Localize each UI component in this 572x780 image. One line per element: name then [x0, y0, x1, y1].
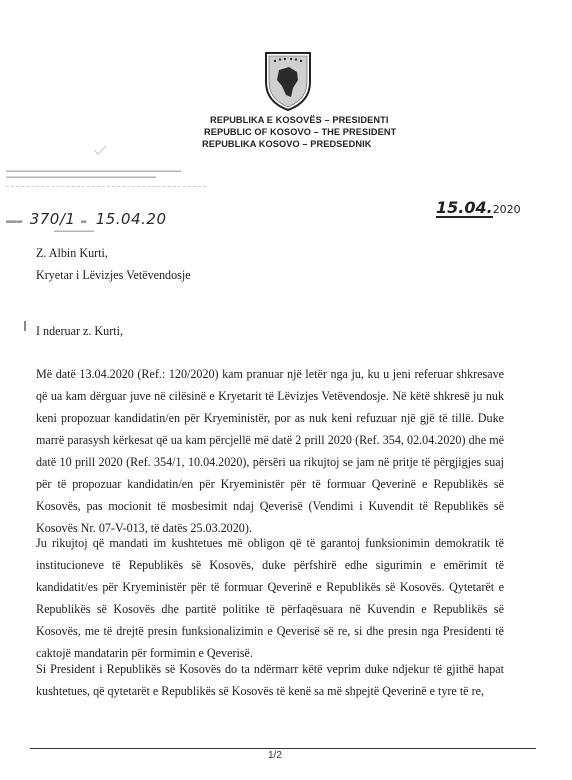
stamp-number: 370/1	[29, 210, 76, 228]
letterhead	[200, 114, 400, 150]
letterhead-english: REPUBLIC OF KOSOVO – THE PRESIDENT	[204, 127, 397, 137]
paragraph-1: Më datë 13.04.2020 (Ref.: 120/2020) kam pranuar një letër nga ju, ku u jeni referuar shkresave që ua kam dërguar juve në cilësinë e Kryetarit të Lëvizjes Vetëvendosje. Në këtë shkresë ju nuk keni propozuar kandidatin/en për Kryeministër, por as nuk keni refuzuar një gjë të tillë. Duke marrë parasysh kërkesat që ua kam përcjellë më datë 2 prill 2020 (Ref. 354, 02.04.2020) dhe më datë 10 prill 2020 (Ref. 354/1, 10.04.2020), përsëri ua rikujtoj se jam në pritje të përgjigjes suaj për të propozuar kandidatin/en për Kryeministër për të formuar Qeverinë e Republikës së Kosovës, pas mocionit të mosbesimit ndaj Qeverisë (Vendimi i Kuvendit të Republikës së Kosovës Nr. 07-V-013, të datës 25.03.2020).	[36, 367, 504, 535]
paragraph-3: Si President i Republikës së Kosovës do ta ndërmarr këtë veprim duke ndjekur të gjithë hapat kushtetues, që qytetarët e Republikës së Kosovës të kenë sa më shpejtë Qeverinë e tyre të re,	[36, 662, 504, 698]
paragraph-2: Ju rikujtoj që mandati im kushtetues më obligon që të garantoj funksionimin demokratik të institucioneve të Republikës së Kosovës, duke përfshirë edhe sigurimin e emërimit të kandidatit/es për Kryeministër për të formuar Qeverinë e Republikës së Kosovës. Qytetarët e Republikës së Kosovës dhe partitë politike të përfaqësuara në Kuvendin e Republikës së Kosovës, me të drejtë presin funksionalizimin e Qeverisë së re, si dhe presin nga Presidenti të caktojë mandatarin për formimin e Qeverisë.	[36, 536, 504, 660]
letterhead-albanian: REPUBLIKA E KOSOVËS – PRESIDENTI	[210, 115, 389, 125]
recipient-block	[36, 242, 336, 286]
page-number: 1/2	[268, 750, 282, 761]
stamp-faint-line: ▬▬▬▬▬▬▬▬▬▬▬▬▬▬▬▬▬▬▬▬▬▬▬▬▬▬▬▬▬▬	[6, 174, 156, 180]
binding-mark-icon	[22, 320, 30, 332]
footer-divider	[30, 748, 536, 749]
stamp-divider	[6, 186, 206, 187]
date-year: 2020	[492, 203, 521, 216]
recipient-name: Z. Albin Kurti,	[36, 246, 108, 260]
letterhead-serbian: REPUBLIKA KOSOVO – PREDSEDNIK	[202, 139, 372, 149]
stamp-date: 15.04.20	[95, 210, 167, 228]
recipient-title: Kryetar i Lëvizjes Vetëvendosje	[36, 268, 191, 282]
stamp-faint-line: ▬▬▬▬▬▬▬▬	[54, 228, 94, 234]
letter-date	[436, 198, 521, 218]
salutation: I nderuar z. Kurti,	[36, 324, 123, 338]
stamp-mark-icon	[92, 144, 108, 158]
stamp-faint-line: ▬▬▬▬▬▬▬▬▬▬▬▬▬▬▬▬▬▬▬▬▬▬▬▬▬▬▬▬▬▬▬▬▬▬▬	[6, 168, 181, 174]
stamp-number-row: ▬▬▬ 370/1 ▬ 15.04.20	[6, 210, 167, 228]
date-day-month: 15.04.	[436, 198, 493, 217]
registry-stamp	[6, 140, 211, 235]
kosovo-coat-of-arms-icon	[262, 50, 314, 112]
